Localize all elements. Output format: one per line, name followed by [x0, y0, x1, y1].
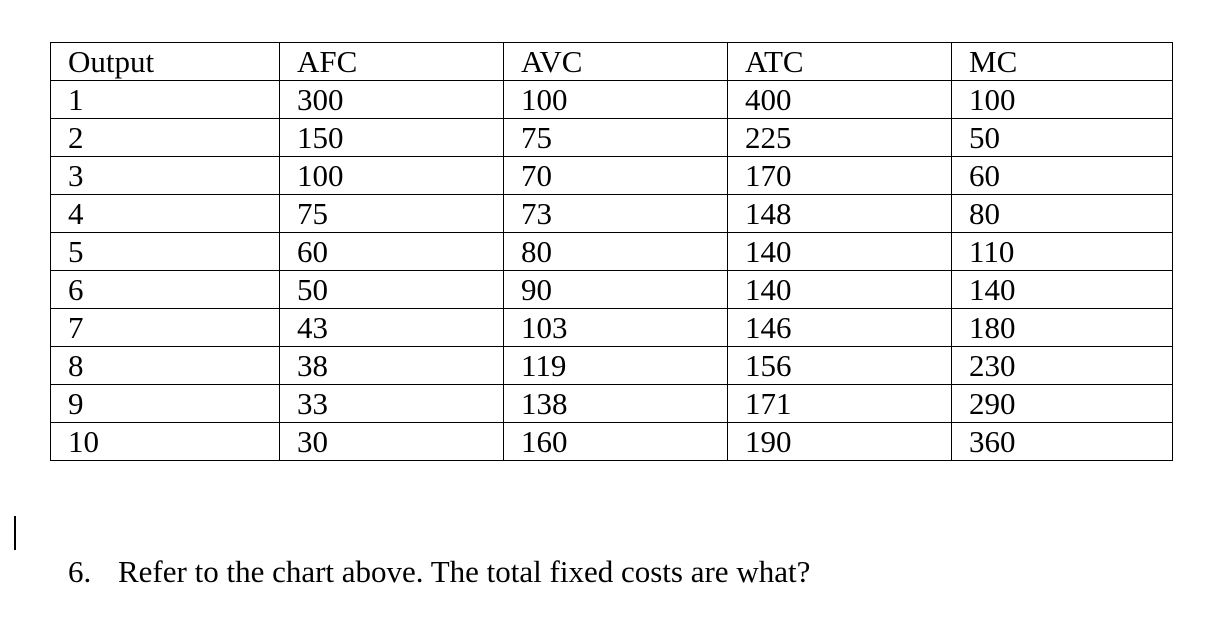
- cell-avc: 160: [504, 423, 728, 461]
- text-cursor: [14, 516, 16, 550]
- cell-mc: 290: [952, 385, 1173, 423]
- cell-atc: 148: [728, 195, 952, 233]
- cell-output: 8: [51, 347, 280, 385]
- cell-atc: 140: [728, 271, 952, 309]
- cell-avc: 90: [504, 271, 728, 309]
- cell-afc: 43: [280, 309, 504, 347]
- cell-output: 1: [51, 81, 280, 119]
- cell-avc: 70: [504, 157, 728, 195]
- cell-output: 10: [51, 423, 280, 461]
- cell-mc: 50: [952, 119, 1173, 157]
- cell-mc: 110: [952, 233, 1173, 271]
- cell-avc: 100: [504, 81, 728, 119]
- cell-afc: 38: [280, 347, 504, 385]
- cell-avc: 119: [504, 347, 728, 385]
- cell-afc: 30: [280, 423, 504, 461]
- table-row: [51, 233, 1173, 271]
- cell-afc: 60: [280, 233, 504, 271]
- table-row: [51, 309, 1173, 347]
- cell-afc: 100: [280, 157, 504, 195]
- table-row: [51, 347, 1173, 385]
- table-row: [51, 195, 1173, 233]
- cell-avc: 73: [504, 195, 728, 233]
- cell-avc: 75: [504, 119, 728, 157]
- cell-afc: 50: [280, 271, 504, 309]
- cell-output: 5: [51, 233, 280, 271]
- cell-avc: 80: [504, 233, 728, 271]
- table-row: [51, 157, 1173, 195]
- cell-mc: 100: [952, 81, 1173, 119]
- cell-output: 3: [51, 157, 280, 195]
- cell-avc: 138: [504, 385, 728, 423]
- cell-atc: 140: [728, 233, 952, 271]
- header-output: Output: [51, 43, 280, 81]
- cell-atc: 156: [728, 347, 952, 385]
- cost-table: [50, 42, 1173, 461]
- table-row: [51, 385, 1173, 423]
- cell-output: 6: [51, 271, 280, 309]
- question-number: 6.: [68, 554, 92, 589]
- header-afc: AFC: [280, 43, 504, 81]
- cell-mc: 80: [952, 195, 1173, 233]
- cell-mc: 140: [952, 271, 1173, 309]
- question: [68, 552, 810, 592]
- header-mc: MC: [952, 43, 1173, 81]
- cell-mc: 60: [952, 157, 1173, 195]
- cell-output: 7: [51, 309, 280, 347]
- cell-atc: 171: [728, 385, 952, 423]
- header-avc: AVC: [504, 43, 728, 81]
- cell-atc: 400: [728, 81, 952, 119]
- table-row: [51, 81, 1173, 119]
- cell-afc: 300: [280, 81, 504, 119]
- question-text: Refer to the chart above. The total fixed costs are what?: [118, 554, 811, 589]
- cell-mc: 230: [952, 347, 1173, 385]
- cell-atc: 190: [728, 423, 952, 461]
- cell-atc: 170: [728, 157, 952, 195]
- table-row: [51, 271, 1173, 309]
- cell-atc: 225: [728, 119, 952, 157]
- table-row: [51, 119, 1173, 157]
- table-row: [51, 423, 1173, 461]
- cell-mc: 180: [952, 309, 1173, 347]
- cell-output: 2: [51, 119, 280, 157]
- cell-atc: 146: [728, 309, 952, 347]
- cell-output: 4: [51, 195, 280, 233]
- cell-afc: 75: [280, 195, 504, 233]
- cell-mc: 360: [952, 423, 1173, 461]
- cell-avc: 103: [504, 309, 728, 347]
- header-atc: ATC: [728, 43, 952, 81]
- cell-afc: 33: [280, 385, 504, 423]
- cell-afc: 150: [280, 119, 504, 157]
- cell-output: 9: [51, 385, 280, 423]
- table-header-row: [51, 43, 1173, 81]
